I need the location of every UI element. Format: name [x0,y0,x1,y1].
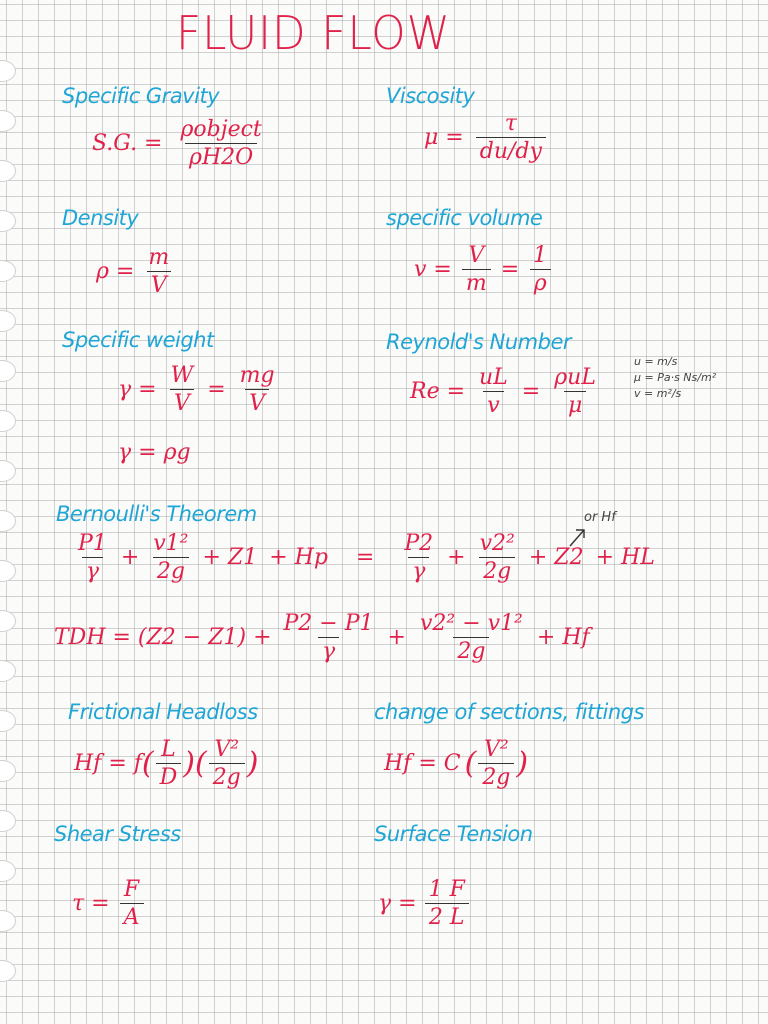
plus-sign: + [387,625,406,651]
fraction [144,246,173,297]
denominator: v [483,391,503,417]
fraction [120,878,144,929]
reynolds-heading: Reynold's Number [386,330,572,354]
denominator: 2g [453,637,489,663]
page-title: FLUID FLOW [176,6,451,60]
binder-hole [0,610,16,632]
numerator: 1 F [428,877,465,902]
numerator: V² [484,737,509,762]
equals-sign: = [521,379,541,405]
unit-note: u = m/s [634,355,678,368]
open-paren: ( [194,746,207,782]
denominator: m [462,269,491,295]
fraction [149,532,192,583]
binder-hole [0,110,16,132]
binder-hole [0,160,16,182]
plus-sign: + [447,545,466,571]
fraction [475,366,512,417]
numerator: τ [504,111,517,136]
fraction [177,118,266,169]
denominator: D [156,763,182,789]
arrow-icon [566,524,596,550]
numerator: mg [239,363,275,388]
fraction [550,366,600,417]
denominator: 2 L [425,903,469,929]
numerator: L [161,737,176,762]
numerator: m [148,245,170,270]
binder-hole [0,860,16,882]
fraction [400,532,437,583]
density-formula [96,246,177,297]
viscosity-formula [424,112,550,163]
reynolds-units-notes [634,354,716,402]
formula-lhs: μ = [424,125,464,151]
density-heading: Density [62,206,139,230]
numerator: ρuL [554,365,596,390]
binder-hole [0,810,16,832]
formula-lhs: TDH = (Z2 − Z1) + [54,625,272,651]
specific-gravity-heading: Specific Gravity [62,84,220,108]
equals-sign: = [355,545,375,571]
denominator: γ [408,557,429,583]
shear-stress-heading: Shear Stress [54,822,181,846]
fraction [476,532,519,583]
equals-sign: = [207,377,226,403]
formula-lhs: γ = [378,891,417,917]
binder-hole [0,910,16,932]
binder-hole [0,560,16,582]
binder-hole [0,710,16,732]
formula-lhs: v = [414,257,452,283]
viscosity-heading: Viscosity [386,84,475,108]
denominator: 2g [153,557,189,583]
close-paren: ) [183,746,195,782]
fraction [156,738,182,789]
specific-volume-formula [414,244,555,295]
binder-holes [0,0,40,1024]
formula-lhs: Re = [410,379,466,405]
unit-note: v = m²/s [634,387,682,400]
specific-weight-formula [118,364,283,415]
fraction [280,612,378,663]
denominator: ρ [530,269,551,295]
formula-lhs: ρ = [96,259,135,285]
close-paren: ) [516,746,529,782]
formula-lhs: S.G. = [92,131,163,157]
term: + HL [595,545,655,571]
binder-hole [0,510,16,532]
binder-hole [0,60,16,82]
formula-lhs: τ = [72,891,110,917]
fraction [236,364,279,415]
numerator: 1 [533,243,548,268]
specific-gravity-formula [92,118,270,169]
denominator: γ [318,637,339,663]
numerator: F [123,877,140,902]
numerator: uL [479,365,508,390]
fraction [529,244,551,295]
numerator: v1² [153,531,189,556]
binder-hole [0,260,16,282]
numerator: V² [214,737,240,762]
term: + Hp [269,545,328,571]
fraction [209,738,245,789]
change-of-sections-formula [384,738,528,789]
numerator: P1 [78,531,107,556]
term: + Hf [536,625,590,651]
binder-hole [0,410,16,432]
numerator: ρobject [180,117,262,142]
specific-weight-heading: Specific weight [62,328,214,352]
change-of-sections-heading: change of sections, fittings [374,700,644,724]
fraction [167,364,198,415]
surface-tension-heading: Surface Tension [374,822,533,846]
open-paren: ( [464,746,477,782]
specific-volume-heading: specific volume [386,206,543,230]
denominator: ρH2O [185,143,257,169]
fraction [416,612,527,663]
numerator: v2² [479,531,515,556]
term: + Z2 [528,545,584,571]
binder-hole [0,760,16,782]
fraction [476,112,546,163]
denominator: 2g [209,763,245,789]
numerator: P2 − P1 [283,611,374,636]
denominator: V [245,389,269,415]
denominator: 2g [479,557,515,583]
fraction [462,244,491,295]
formula-lhs: Hf = f [74,751,142,777]
frictional-headloss-formula [74,738,259,789]
unit-note: μ = Pa·s Ns/m² [634,371,717,384]
close-paren: ) [246,746,259,782]
numerator: V [468,243,485,268]
fraction [425,878,469,929]
or-hf-note: or Hf [584,510,616,525]
tdh-formula [54,612,596,663]
binder-hole [0,210,16,232]
shear-stress-formula [72,878,148,929]
bernoulli-heading: Bernoulli's Theorem [56,502,257,526]
denominator: V [170,389,194,415]
numerator: P2 [404,531,434,556]
reynolds-formula [410,366,604,417]
fraction [74,532,111,583]
denominator: γ [82,557,103,583]
open-paren: ( [141,746,154,782]
specific-weight-formula-2: γ = ρg [118,440,191,465]
binder-hole [0,310,16,332]
formula-lhs: γ = [118,377,157,403]
numerator: v2² − v1² [419,611,523,636]
denominator: 2g [478,763,514,789]
fraction [478,738,514,789]
equals-sign: = [500,257,520,283]
binder-hole [0,960,16,982]
term: + Z1 [202,545,258,571]
denominator: du/dy [476,137,546,163]
formula-lhs: Hf = C [384,751,461,777]
binder-hole [0,460,16,482]
binder-hole [0,660,16,682]
denominator: V [147,271,171,297]
denominator: A [120,903,144,929]
surface-tension-formula [378,878,473,929]
frictional-headloss-heading: Frictional Headloss [68,700,258,724]
denominator: μ [564,391,586,417]
plus-sign: + [120,545,140,571]
numerator: W [170,363,194,388]
binder-hole [0,360,16,382]
